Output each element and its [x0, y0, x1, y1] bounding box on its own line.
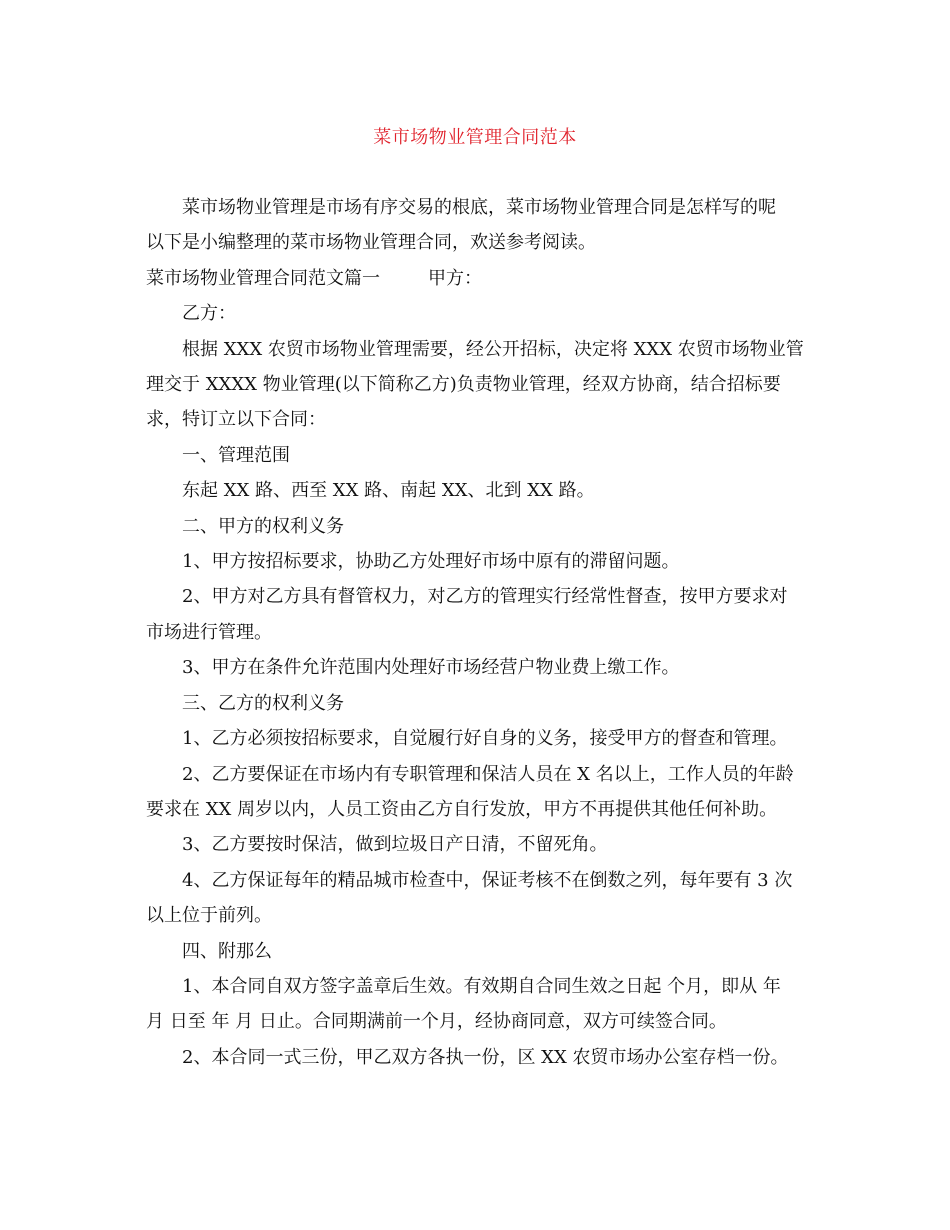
section-heading: 菜市场物业管理合同范文篇一: [146, 267, 380, 289]
paragraph-line: 市场进行管理。: [146, 621, 272, 643]
paragraph-line: 3、甲方在条件允许范围内处理好市场经营户物业费上缴工作。: [182, 657, 680, 679]
paragraph-line: 2、乙方要保证在市场内有专职管理和保洁人员在 X 名以上，工作人员的年龄: [182, 763, 794, 785]
clause-heading: 一、管理范围: [182, 444, 290, 466]
paragraph-line: 2、本合同一式三份，甲乙双方各执一份，区 XX 农贸市场办公室存档一份。: [182, 1046, 789, 1068]
paragraph-line: 4、乙方保证每年的精品城市检查中，保证考核不在倒数之列，每年要有 3 次: [182, 869, 793, 891]
paragraph-line: 根据 XXX 农贸市场物业管理需要，经公开招标，决定将 XXX 农贸市场物业管: [182, 338, 804, 360]
paragraph-line: 理交于 XXXX 物业管理(以下简称乙方)负责物业管理，经双方协商，结合招标要: [146, 374, 781, 396]
paragraph-line: 3、乙方要按时保洁，做到垃圾日产日清，不留死角。: [182, 834, 608, 856]
paragraph-line: 1、甲方按招标要求，协助乙方处理好市场中原有的滞留问题。: [182, 551, 680, 573]
paragraph-line: 月 日至 年 月 日止。合同期满前一个月，经协商同意，双方可续签合同。: [146, 1011, 727, 1033]
paragraph-line: 1、本合同自双方签字盖章后生效。有效期自合同生效之日起 个月，即从 年: [182, 975, 781, 997]
paragraph-line: 以上位于前列。: [146, 905, 272, 927]
paragraph-line: 要求在 XX 周岁以内，人员工资由乙方自行发放，甲方不再提供其他任何补助。: [146, 798, 778, 820]
party-a-label: 甲方：: [428, 267, 482, 289]
paragraph-line: 以下是小编整理的菜市场物业管理合同，欢送参考阅读。: [146, 232, 596, 254]
paragraph-line: 求，特订立以下合同：: [146, 409, 326, 431]
clause-heading: 二、甲方的权利义务: [182, 515, 344, 537]
document-title: 菜市场物业管理合同范本: [373, 127, 577, 148]
document-body: [146, 190, 812, 1075]
party-b-label: 乙方：: [182, 303, 236, 325]
paragraph-line: 2、甲方对乙方具有督管权力，对乙方的管理实行经常性督查，按甲方要求对: [182, 586, 788, 608]
clause-heading: 四、附那么: [182, 940, 272, 962]
paragraph-line: 东起 XX 路、西至 XX 路、南起 XX、北到 XX 路。: [182, 480, 595, 502]
paragraph-line: 菜市场物业管理是市场有序交易的根底，菜市场物业管理合同是怎样写的呢: [182, 197, 776, 218]
clause-heading: 三、乙方的权利义务: [182, 692, 344, 714]
paragraph-line: 1、乙方必须按招标要求，自觉履行好自身的义务，接受甲方的督查和管理。: [182, 728, 788, 750]
section-heading-line: [146, 261, 812, 296]
